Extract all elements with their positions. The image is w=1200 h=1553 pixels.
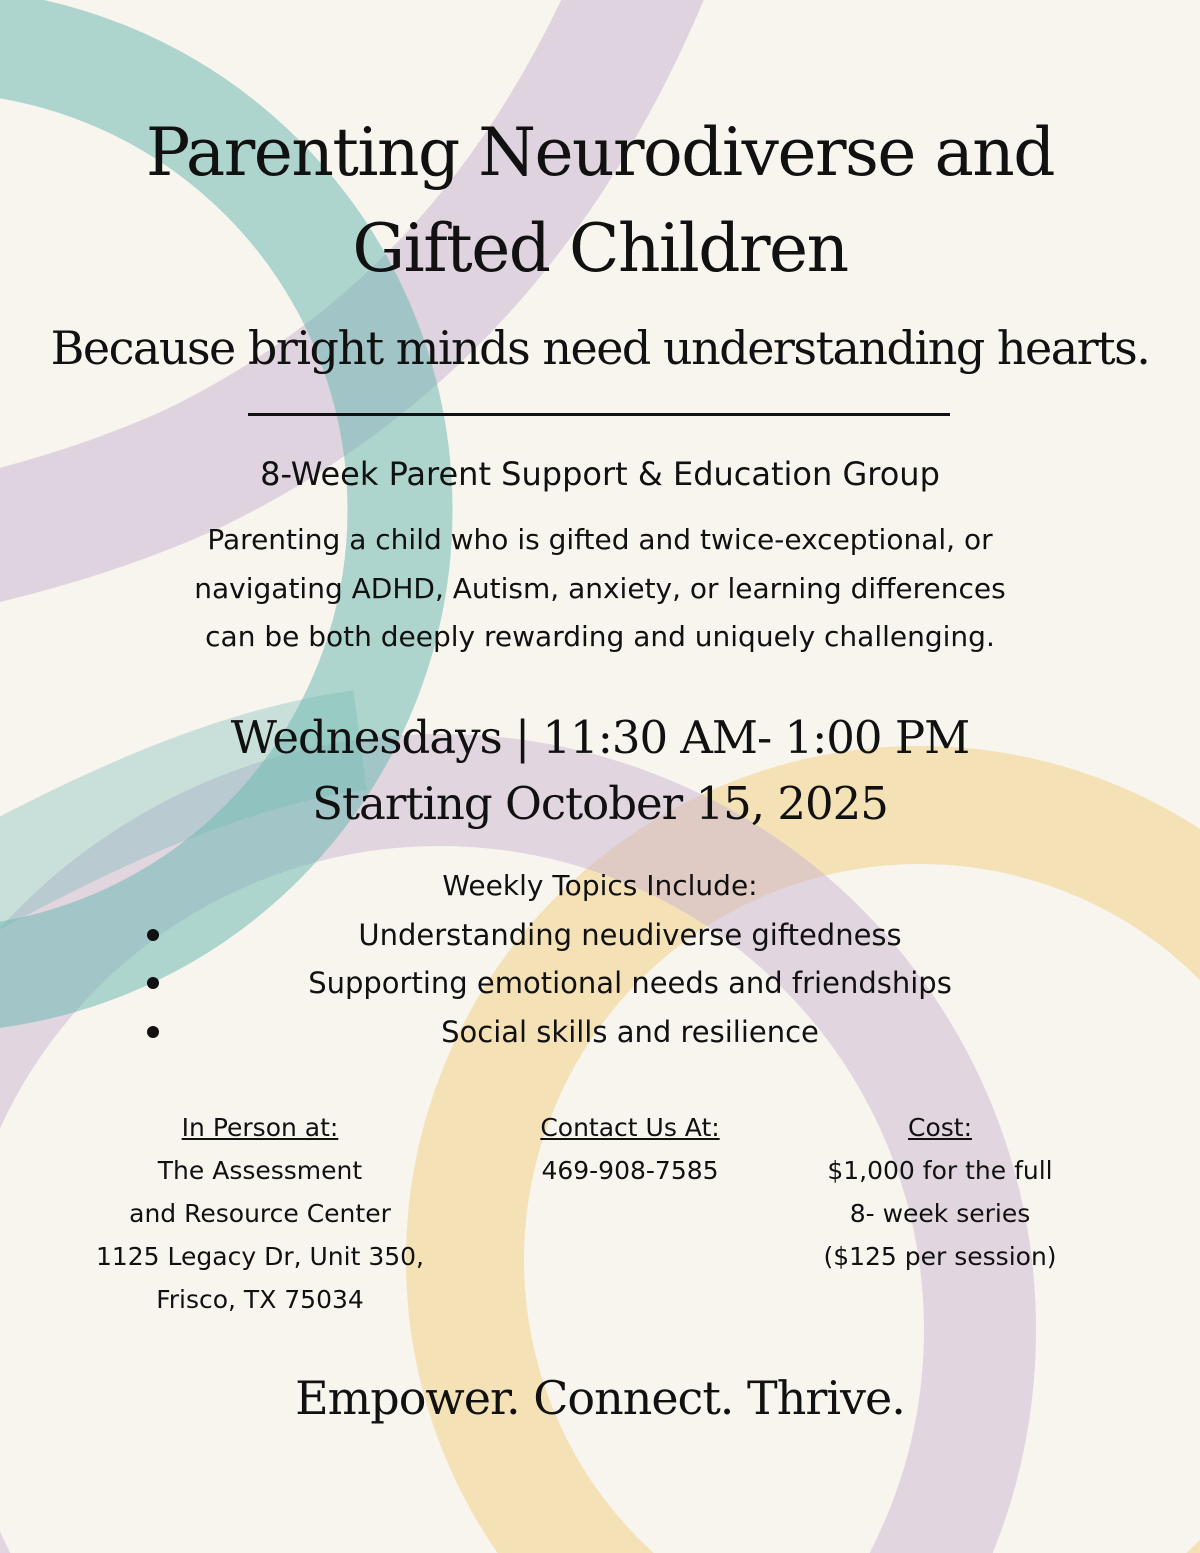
cost-info: [780, 1106, 1100, 1278]
topic-text: Understanding neudiverse giftedness: [358, 918, 902, 952]
topic-item: [0, 911, 1200, 959]
location-line: Frisco, TX 75034: [156, 1285, 364, 1314]
cost-heading: Cost:: [907, 1113, 972, 1142]
location-line: and Resource Center: [129, 1199, 391, 1228]
location-line: The Assessment: [157, 1156, 363, 1185]
location-line: 1125 Legacy Dr, Unit 350,: [95, 1242, 425, 1271]
slogan: Empower. Connect. Thrive.: [295, 1371, 905, 1425]
topics-heading: Weekly Topics Include:: [442, 869, 758, 902]
topic-item: [0, 959, 1200, 1007]
tagline: Because bright minds need understanding hearts.: [50, 321, 1150, 375]
schedule-start-date: Starting October 15, 2025: [312, 777, 888, 830]
description-line-2: navigating ADHD, Autism, anxiety, or learning differences: [194, 571, 1006, 605]
contact-heading: Contact Us At:: [540, 1113, 720, 1142]
description: [0, 516, 1200, 662]
title-line-2: Gifted Children: [352, 210, 848, 287]
cost-line: 8- week series: [849, 1199, 1031, 1228]
location-info: [40, 1106, 480, 1321]
divider-line: [248, 413, 950, 416]
contact-info: [480, 1106, 780, 1192]
topic-item: [0, 1008, 1200, 1056]
subheading: 8-Week Parent Support & Education Group: [260, 455, 940, 493]
topic-text: Social skills and resilience: [441, 1015, 819, 1049]
page-title: [0, 105, 1200, 297]
cost-line: $1,000 for the full: [827, 1156, 1053, 1185]
topic-text: Supporting emotional needs and friendships: [308, 966, 952, 1000]
title-line-1: Parenting Neurodiverse and: [145, 114, 1055, 191]
cost-line: ($125 per session): [823, 1242, 1057, 1271]
schedule: [0, 705, 1200, 837]
description-line-1: Parenting a child who is gifted and twice-exceptional, or: [207, 523, 993, 556]
schedule-time: Wednesdays | 11:30 AM- 1:00 PM: [230, 711, 970, 764]
description-line-3: can be both deeply rewarding and uniquely challenging.: [205, 620, 995, 653]
contact-phone[interactable]: 469-908-7585: [541, 1156, 719, 1185]
location-heading: In Person at:: [181, 1113, 339, 1142]
